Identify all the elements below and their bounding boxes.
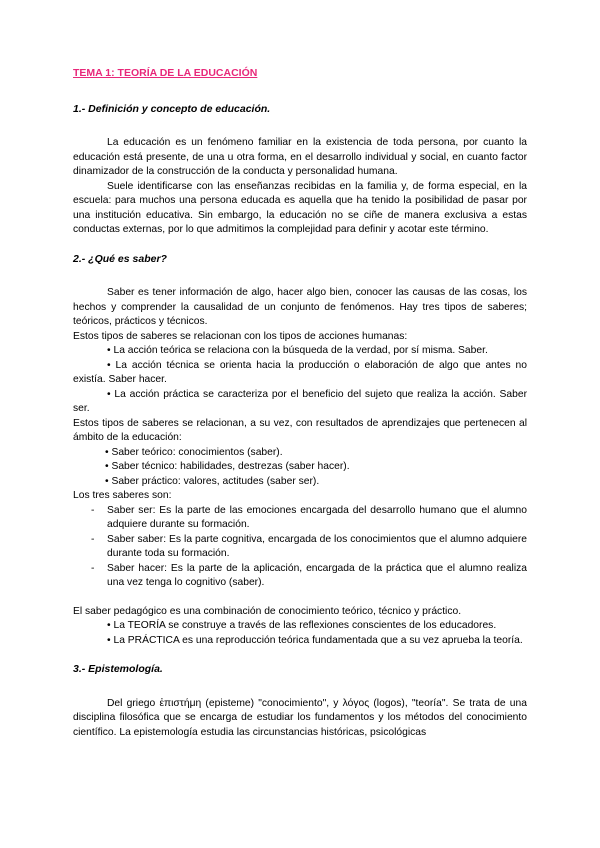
result-item: • Saber teórico: conocimientos (saber). [105,446,283,458]
section-2-paragraph-4: Los tres saberes son: [73,490,172,501]
practice-item: • La PRÁCTICA es una reproducción teórica fundamentada que a su vez aprueba la teoría. [107,634,523,646]
list-item: - Saber ser: Es la parte de las emociones encargada del desarrollo humano que el alumno adquiere durante su formación. [73,504,527,533]
action-item: • La acción práctica se caracteriza por el beneficio del sujeto que realiza la acción. Saber ser. [73,388,527,414]
result-item: • Saber práctico: valores, actitudes (saber ser). [105,475,320,487]
result-item: • Saber técnico: habilidades, destrezas (saber hacer). [105,461,350,472]
section-3-paragraph-1: Del griego ἐπιστήμη (episteme) "conocimiento", y λόγος (logos), "teoría". Se trata de una disciplina filosófica que se encarga de estudiar los fundamentos y los métodos del conocimiento científico. La epistemología estudia las circunstancias históricas, psicológicas [73,697,527,738]
action-item: • La acción técnica se orienta hacia la producción o elaboración de algo que antes no existía. Saber hacer. [73,359,527,385]
document-title: TEMA 1: TEORÍA DE LA EDUCACIÓN [73,67,258,79]
section-1-paragraph-1: La educación es un fenómeno familiar en la existencia de toda persona, por cuanto la educación está presente, de una u otra forma, en el desarrollo individual y social, en cuanto factor dinamizador de la construcción de la conducta y personalidad humana. [73,137,527,177]
section-2-paragraph-3: Estos tipos de saberes se relacionan, a su vez, con resultados de aprendizajes que pertenecen al ámbito de la educación: [73,417,527,443]
saberes-list [73,504,527,591]
list-item: - Saber saber: Es la parte cognitiva, encargada de los conocimientos que el alumno adquiere durante toda su formación. [73,533,527,562]
section-2-paragraph-2: Estos tipos de saberes se relacionan con los tipos de acciones humanas: [73,330,408,342]
action-item: • La acción teórica se relaciona con la búsqueda de la verdad, por sí misma. Saber. [107,345,488,356]
section-1-paragraph-2: Suele identificarse con las enseñanzas recibidas en la familia y, de forma especial, en la escuela: para muchos una persona educada es aquella que ha tenido la posibilidad de pasar por una institución educativa. Sin embargo, la educación no se ciñe de manera exclusiva a estas conductas externas, por lo que admitimos la complejidad para definir y acotar este término. [73,180,527,235]
section-2-paragraph-1: Saber es tener información de algo, hacer algo bien, conocer las causas de las cosas, los hechos y comprender la causalidad de un conjunto de fenómenos. Hay tres tipos de saberes; teóricos, prácticos y técnicos. [73,287,527,327]
section-2-paragraph-5: El saber pedagógico es una combinación de conocimiento teórico, técnico y práctico. [73,605,462,617]
list-item: - Saber hacer: Es la parte de la aplicación, encargada de la práctica que el alumno realiza una vez tenga lo cognitivo (saber). [73,562,527,591]
section-1-heading: 1.- Definición y concepto de educación. [73,102,271,115]
section-3-heading: 3.- Epistemología. [73,663,163,675]
section-2-heading: 2.- ¿Qué es saber? [73,252,167,265]
theory-item: • La TEORÍA se construye a través de las reflexiones conscientes de los educadores. [107,620,497,631]
